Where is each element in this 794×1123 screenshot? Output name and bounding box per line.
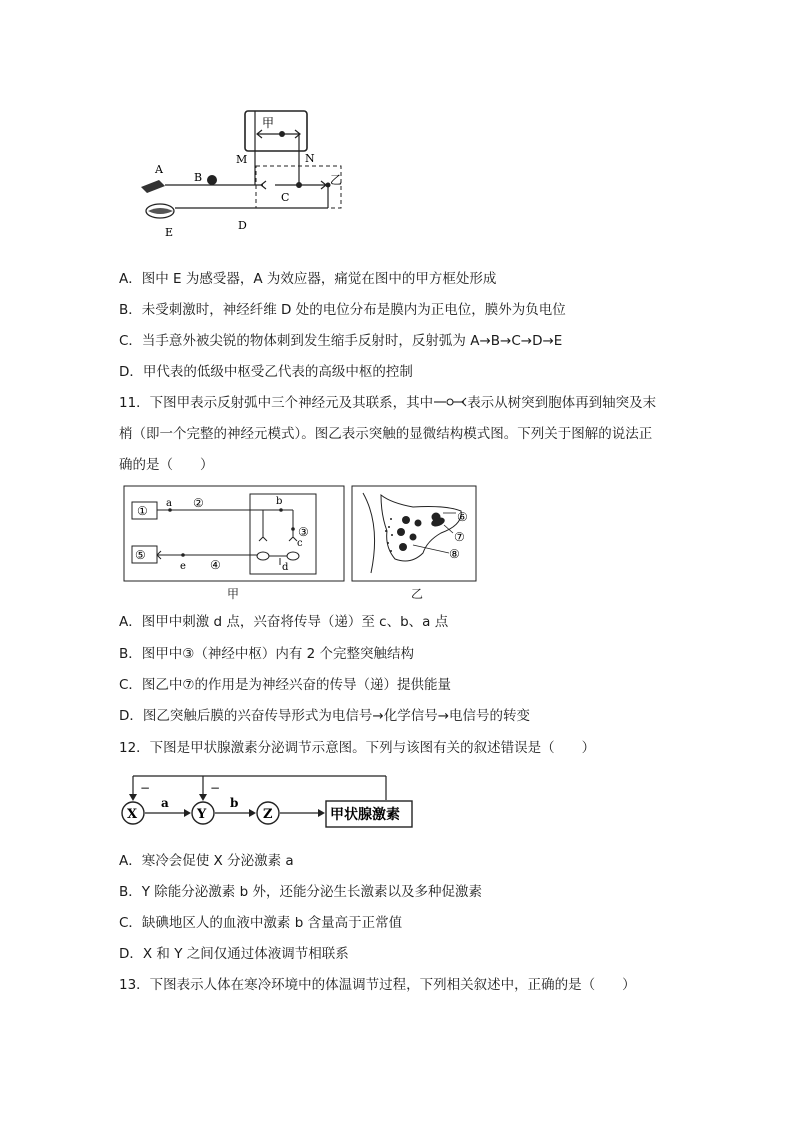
q12-option-c: C．缺碘地区人的血液中激素 b 含量高于正常值 xyxy=(119,915,403,931)
label-E: E xyxy=(165,226,174,239)
q11-stem-line3: 确的是（ ） xyxy=(119,457,214,473)
jia-label: 甲 xyxy=(262,116,275,130)
figure-jia-neurons xyxy=(123,485,346,582)
label-6: ⑥ xyxy=(457,510,468,524)
label-B: B xyxy=(194,171,203,184)
label-c: c xyxy=(297,538,303,549)
label-A: A xyxy=(155,163,163,176)
jia-box xyxy=(245,111,307,151)
label-D: D xyxy=(238,219,247,232)
q12-stem: 12．下图是甲状腺激素分泌调节示意图。下列与该图有关的叙述错误是（ ） xyxy=(119,740,596,756)
effector-E xyxy=(146,204,174,218)
neuron-symbol-icon xyxy=(433,396,467,408)
label-a: a xyxy=(161,796,169,810)
q12-option-a: A．寒冷会促使 X 分泌激素 a xyxy=(119,853,294,869)
label-d: d xyxy=(282,562,289,573)
label-7: ⑦ xyxy=(454,530,465,544)
q10-option-a: A．图中 E 为感受器，A 为效应器，痛觉在图中的甲方框处形成 xyxy=(119,271,497,287)
figure-yi-synapse xyxy=(351,485,477,582)
label-e: e xyxy=(180,561,186,572)
label-a: a xyxy=(166,498,172,509)
q13-stem: 13．下图表示人体在寒冷环境中的体温调节过程，下列相关叙述中，正确的是（ ） xyxy=(119,977,636,993)
minus-sign-1: − xyxy=(140,781,151,795)
minus-sign-2: − xyxy=(210,781,221,795)
q11-option-a: A．图甲中刺激 d 点，兴奋将传导（递）至 c、b、a 点 xyxy=(119,614,449,630)
q11-stem-line2: 梢（即一个完整的神经元模式）。图乙表示突触的显微结构模式图。下列关于图解的说法正 xyxy=(119,426,653,442)
figure-jia-caption: 甲 xyxy=(227,587,240,601)
label-b: b xyxy=(230,796,239,810)
q11-option-c: C．图乙中⑦的作用是为神经兴奋的传导（递）提供能量 xyxy=(119,677,452,693)
label-b: b xyxy=(276,496,283,507)
node-Z: Z xyxy=(263,807,273,822)
q11-stem-line1 xyxy=(119,394,656,412)
node-Y: Y xyxy=(197,807,207,822)
node-X: X xyxy=(127,807,138,822)
q10-option-b: B．未受刺激时，神经纤维 D 处的电位分布是膜内为正电位，膜外为负电位 xyxy=(119,302,566,318)
q11-stem-part1: 11．下图甲表示反射弧中三个神经元及其联系，其中 xyxy=(119,395,434,411)
label-8: ⑧ xyxy=(449,547,460,561)
label-M: M xyxy=(236,153,248,166)
q11-option-b: B．图甲中③（神经中枢）内有 2 个完整突触结构 xyxy=(119,646,415,662)
label-1: ① xyxy=(137,504,148,518)
q12-option-d: D．X 和 Y 之间仅通过体液调节相联系 xyxy=(119,946,349,962)
q10-option-c: C．当手意外被尖锐的物体刺到发生缩手反射时，反射弧为 A→B→C→D→E xyxy=(119,333,563,349)
label-yi: 乙 xyxy=(330,173,343,187)
thyroid-regulation-figure xyxy=(118,770,418,832)
reflex-arc-figure xyxy=(135,100,365,250)
figure-yi-caption: 乙 xyxy=(411,587,424,601)
q11-option-d: D．图乙突触后膜的兴奋传导形式为电信号→化学信号→电信号的转变 xyxy=(119,708,531,724)
receptor-A xyxy=(141,180,165,193)
q11-stem-part2: 表示从树突到胞体再到轴突及末 xyxy=(467,395,657,411)
label-5: ⑤ xyxy=(135,548,146,562)
label-C: C xyxy=(281,191,290,204)
thyroid-hormone-label: 甲状腺激素 xyxy=(330,807,400,823)
q12-option-b: B．Y 除能分泌激素 b 外，还能分泌生长激素以及多种促激素 xyxy=(119,884,482,900)
label-3: ③ xyxy=(298,525,309,539)
label-2: ② xyxy=(193,496,204,510)
label-N: N xyxy=(305,152,315,165)
label-4: ④ xyxy=(210,558,221,572)
q10-option-d: D．甲代表的低级中枢受乙代表的高级中枢的控制 xyxy=(119,364,413,380)
